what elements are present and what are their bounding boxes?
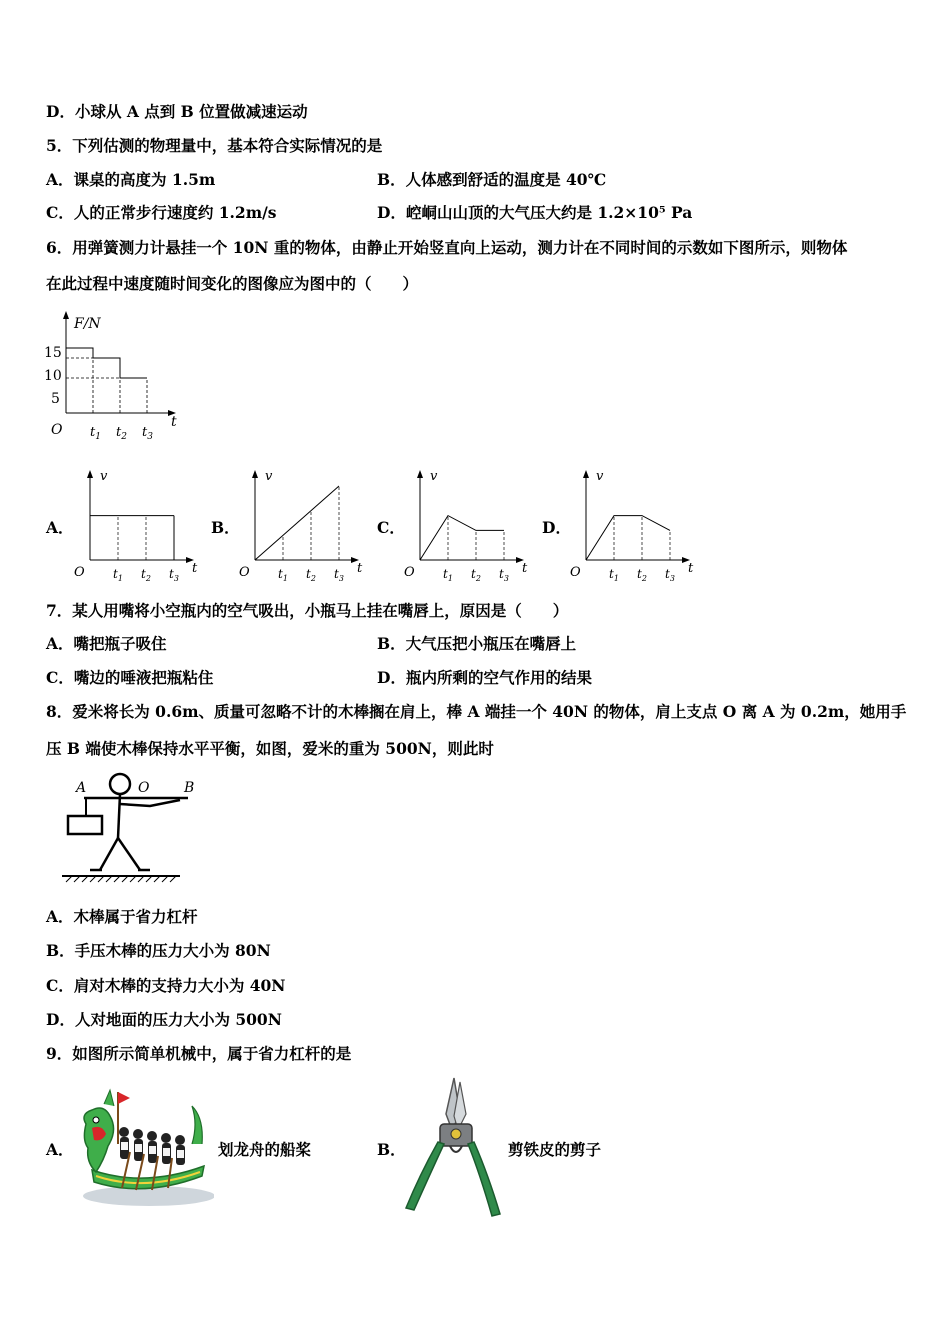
f-axis-label: F/N <box>74 316 101 332</box>
q8-option-d: D．人对地面的压力大小为 500N <box>46 1010 282 1029</box>
vt-tick-t3: $t_3$ <box>499 567 509 583</box>
force-tick-t3: $t_3$ <box>142 425 153 442</box>
q7-option-b: B．大气压把小瓶压在嘴唇上 <box>377 634 577 653</box>
q5-option-a: A．课桌的高度为 1.5m <box>46 170 216 189</box>
force-tick-15: 15 <box>44 345 62 361</box>
force-origin-label: O <box>51 422 63 438</box>
q8-stem-line2: 压 B 端使木棒保持水平平衡，如图，爱米的重为 500N，则此时 <box>46 739 494 758</box>
vt-chart-c <box>400 462 540 587</box>
vt-tick-t3: $t_3$ <box>169 567 179 583</box>
q7-option-c: C．嘴边的唾液把瓶粘住 <box>46 668 214 687</box>
vt-chart-a <box>70 462 210 587</box>
lever-person-figure <box>60 770 210 885</box>
q9-label-a: A． <box>46 1140 74 1159</box>
q6-stem-line2: 在此过程中速度随时间变化的图像应为图中的（ ） <box>46 274 419 293</box>
vt-line-c <box>420 516 504 560</box>
vt-tick-t1: $t_1$ <box>609 567 619 583</box>
q9-label-b: B． <box>377 1140 406 1159</box>
vt-y-label: v <box>596 469 604 484</box>
fig-label-a: A <box>76 780 87 796</box>
vt-tick-t3: $t_3$ <box>665 567 675 583</box>
q6-label-b: B． <box>211 518 240 537</box>
q7-option-a: A．嘴把瓶子吸住 <box>46 634 167 653</box>
vt-origin: O <box>404 565 415 580</box>
vt-chart-d <box>566 462 706 587</box>
force-x-label: t <box>171 414 177 430</box>
vt-line-d <box>586 516 670 560</box>
q6-stem-line1: 6．用弹簧测力计悬挂一个 10N 重的物体，由静止开始竖直向上运动，测力计在不同时间的示数如下图所示，则物体 <box>46 238 848 257</box>
dragon-boat-image <box>74 1084 214 1210</box>
q8-option-c: C．肩对木棒的支持力大小为 40N <box>46 976 286 995</box>
vt-x-label: t <box>192 561 198 576</box>
force-step-line <box>66 348 147 378</box>
vt-chart-b <box>235 462 375 587</box>
vt-tick-t2: $t_2$ <box>471 567 481 583</box>
q6-label-c: C． <box>377 518 405 537</box>
q8-stem-line1: 8．爱米将长为 0.6m、质量可忽略不计的木棒搁在肩上，棒 A 端挂一个 40N 的物体，肩上支点 O 离 A 为 0.2m，她用手 <box>46 702 907 721</box>
vt-tick-t2: $t_2$ <box>141 567 151 583</box>
vt-y-label: v <box>100 469 108 484</box>
force-time-chart <box>40 308 190 448</box>
vt-tick-t1: $t_1$ <box>113 567 123 583</box>
q7-option-d: D．瓶内所剩的空气作用的结果 <box>377 668 592 687</box>
vt-tick-t1: $t_1$ <box>443 567 453 583</box>
q8-option-b: B．手压木棒的压力大小为 80N <box>46 941 271 960</box>
q6-label-a: A． <box>46 518 74 537</box>
vt-x-label: t <box>688 561 694 576</box>
q9-caption-a: 划龙舟的船桨 <box>218 1140 312 1159</box>
fig-label-o: O <box>138 780 150 796</box>
vt-tick-t2: $t_2$ <box>637 567 647 583</box>
q5-option-b: B．人体感到舒适的温度是 40℃ <box>377 170 607 189</box>
force-tick-10: 10 <box>44 368 62 384</box>
force-tick-t2: $t_2$ <box>116 425 127 442</box>
force-tick-5: 5 <box>51 391 60 407</box>
vt-tick-t3: $t_3$ <box>334 567 344 583</box>
vt-y-label: v <box>430 469 438 484</box>
vt-origin: O <box>74 565 85 580</box>
q9-caption-b: 剪铁皮的剪子 <box>508 1140 602 1159</box>
vt-origin: O <box>239 565 250 580</box>
fig-label-b: B <box>184 780 195 796</box>
q5-stem: 5．下列估测的物理量中，基本符合实际情况的是 <box>46 136 383 155</box>
tin-snips-image <box>400 1074 510 1220</box>
vt-origin: O <box>570 565 581 580</box>
q9-stem: 9．如图所示简单机械中，属于省力杠杆的是 <box>46 1044 352 1063</box>
vt-line-b <box>255 486 339 560</box>
vt-y-label: v <box>265 469 273 484</box>
vt-tick-t1: $t_1$ <box>278 567 288 583</box>
q8-option-a: A．木棒属于省力杠杆 <box>46 907 198 926</box>
q6-label-d: D． <box>542 518 571 537</box>
vt-x-label: t <box>522 561 528 576</box>
q7-stem: 7．某人用嘴将小空瓶内的空气吸出，小瓶马上挂在嘴唇上，原因是（ ） <box>46 601 569 620</box>
force-tick-t1: $t_1$ <box>90 425 101 442</box>
q4-option-d: D．小球从 A 点到 B 位置做减速运动 <box>46 102 308 121</box>
q5-option-c: C．人的正常步行速度约 1.2m/s <box>46 203 277 222</box>
q5-option-d: D．崆峒山山顶的大气压大约是 1.2×10⁵ Pa <box>377 203 693 222</box>
vt-x-label: t <box>357 561 363 576</box>
vt-tick-t2: $t_2$ <box>306 567 316 583</box>
